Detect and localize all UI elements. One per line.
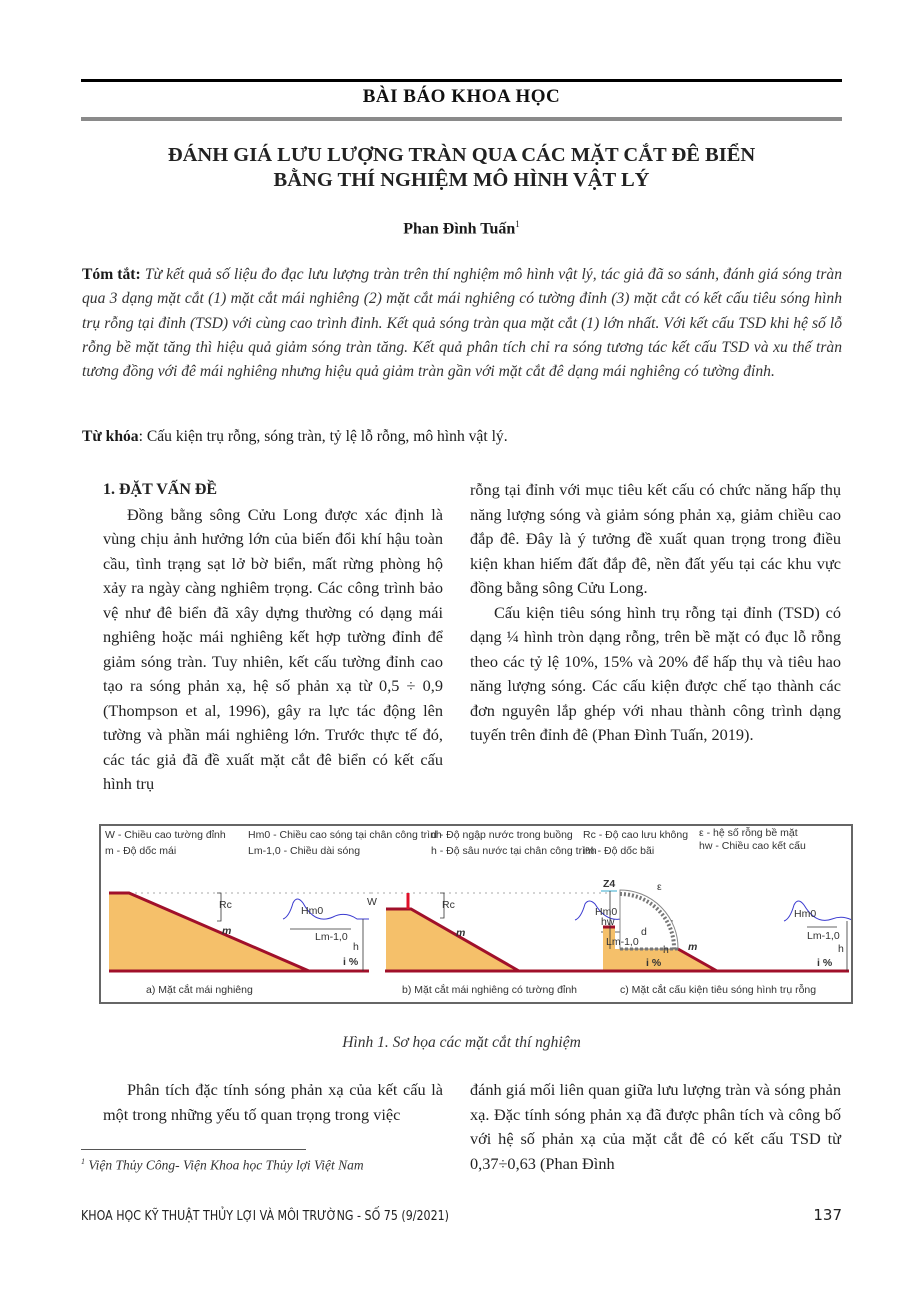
body-column-right	[470, 478, 841, 748]
abstract	[82, 263, 842, 384]
panel-b-label: b) Mặt cắt mái nghiêng có tường đỉnh	[402, 984, 578, 996]
label-Lm10-b: Lm-1,0	[606, 936, 639, 948]
abstract-text: Từ kết quả số liệu đo đạc lưu lượng tràn trên thí nghiệm mô hình vật lý, tác giả đã so sánh, đánh giá sóng tràn qua 3 dạng mặt cắt (1) mặt cắt mái nghiêng (2) mặt cắt mái nghiêng có tường đỉnh (3) mặt cắt có kết cấu tiêu sóng hình trụ rỗng tại đỉnh (TSD) với cùng cao trình đỉnh. Kết quả sóng tràn qua mặt cắt (1) lớn nhất. Với kết cấu TSD khi hệ số lỗ rỗng bề mặt tăng thì hiệu quả giảm sóng tràn tăng. Kết quả phân tích chỉ ra sóng tương tác kết cấu TSD và xu thế tràn tương đồng với đê mái nghiêng nhưng hiệu quả giảm tràn gần với mặt cắt đê dạng mái nghiêng có tường đỉnh.	[82, 266, 842, 381]
label-m-c: m	[688, 941, 698, 953]
paragraph: Phân tích đặc tính sóng phản xạ của kết cấu là một trong những yếu tố quan trọng trong việc	[103, 1080, 443, 1124]
legend-h: h - Độ sâu nước tại chân công trình	[431, 845, 597, 857]
legend-W: W - Chiều cao tường đỉnh	[105, 829, 226, 841]
footnote	[81, 1157, 461, 1174]
author	[81, 219, 842, 238]
footnote-text: Viện Thủy Công- Viện Khoa học Thủy lợi Việt Nam	[85, 1157, 364, 1173]
title-line-2: BẰNG THÍ NGHIỆM MÔ HÌNH VẬT LÝ	[273, 169, 650, 191]
label-h-b: h	[663, 944, 669, 956]
label-Z4-c: Z4	[603, 878, 616, 890]
label-h-a: h	[353, 941, 359, 953]
legend-m: m - Độ dốc mái	[105, 845, 177, 857]
paragraph: Cấu kiện tiêu sóng hình trụ rỗng tại đỉnh (TSD) có dạng ¼ hình tròn dạng rỗng, trên bề mặt có đục lỗ rỗng theo các tỷ lệ 10%, 15% và 20% để hấp thụ và tiêu hao năng lượng sóng. Các cấu kiện được chế tạo thành các đơn nguyên lắp ghép với nhau thành công trình dạng tuyến trên đỉnh đê (Phan Đình Tuấn, 2019).	[470, 602, 841, 744]
label-Hm0-b: Hm0	[595, 906, 618, 918]
legend-Rc: Rc - Độ cao lưu không	[583, 829, 689, 841]
journal-footer: KHOA HỌC KỸ THUẬT THỦY LỢI VÀ MÔI TRƯỜNG - SỐ 75 (9/2021)	[81, 1208, 450, 1224]
panel-a-label: a) Mặt cắt mái nghiêng	[146, 984, 253, 996]
legend-Lm10: Lm-1,0 - Chiều dài sóng	[248, 845, 361, 857]
body-column-right-2	[470, 1078, 841, 1176]
keywords	[82, 428, 842, 446]
legend-hw: hw - Chiều cao kết cấu	[699, 840, 806, 852]
label-W-b: W	[367, 896, 377, 908]
label-m-a: m	[222, 925, 232, 937]
label-h-c: h	[838, 943, 844, 955]
slope-dike-body	[386, 909, 519, 971]
label-Hm0-a: Hm0	[301, 905, 324, 917]
label-i-b: i %	[646, 957, 662, 969]
cross-section-drawings	[101, 826, 851, 1002]
section-banner: BÀI BÁO KHOA HỌC	[362, 86, 561, 107]
label-i-c: i %	[817, 957, 833, 969]
author-affiliation-marker: 1	[515, 219, 520, 229]
label-d-c: d	[641, 926, 647, 938]
label-Hm0-c: Hm0	[794, 908, 817, 920]
panel-c-label: c) Mặt cắt cấu kiện tiêu sóng hình trụ rỗng	[620, 984, 817, 996]
title-line-1: ĐÁNH GIÁ LƯU LƯỢNG TRÀN QUA CÁC MẶT CẮT ĐÊ BIỂN	[167, 144, 756, 166]
author-name: Phan Đình Tuấn	[403, 220, 516, 238]
footnote-marker: 1	[81, 1157, 85, 1166]
section-heading: 1. ĐẶT VẤN ĐỀ	[103, 481, 218, 498]
label-m-b: m	[456, 927, 466, 939]
label-Lm10-a: Lm-1,0	[315, 931, 348, 943]
label-Lm10-c: Lm-1,0	[807, 930, 840, 942]
legend-eps: ε - hệ số rỗng bề mặt	[699, 827, 798, 839]
footnote-rule	[81, 1149, 306, 1150]
keywords-label: Từ khóa	[82, 428, 139, 445]
wave-profile	[283, 899, 369, 919]
paragraph: Đồng bằng sông Cửu Long được xác định là vùng chịu ảnh hưởng lớn của biến đổi khí hậu toàn cầu, tình trạng sạt lở bờ biển, mất rừng phòng hộ xảy ra ngày càng nghiêm trọng. Các công trình bảo vệ như đê biển đã xây dựng thường có dạng mái nghiêng hoặc mái nghiêng kết hợp tường đỉnh để giảm sóng tràn. Tuy nhiên, kết cấu tường đỉnh cao tạo ra sóng phản xạ, hệ số phản xạ từ 0,5 ÷ 0,9 (Thompson et al, 1996), gây ra lực tác động lên tường và phần mái nghiêng lớn. Trước thực tế đó, các tác giả đã đề xuất mặt cắt đê biển có kết cấu hình trụ	[103, 504, 443, 793]
article-title	[81, 143, 842, 193]
figure-1	[99, 824, 853, 1004]
body-column-left	[103, 478, 443, 797]
abstract-label: Tóm tắt:	[82, 266, 141, 283]
label-i-a: i %	[343, 956, 359, 968]
label-hw-c: hw	[601, 916, 615, 928]
header-rule-top	[81, 79, 842, 82]
legend-Hm0: Hm0 - Chiều cao sóng tại chân công trình	[248, 829, 442, 841]
legend-d: d - Độ ngập nước trong buồng	[431, 829, 573, 841]
keywords-text: : Cấu kiện trụ rỗng, sóng tràn, tỷ lệ lỗ rỗng, mô hình vật lý.	[138, 428, 508, 445]
header-rule-bottom	[81, 117, 842, 121]
label-Rc-b: Rc	[442, 899, 455, 911]
page-number: 137	[813, 1206, 842, 1224]
paragraph: đánh giá mối liên quan giữa lưu lượng tràn và sóng phản xạ. Đặc tính sóng phản xạ đã được phân tích và công bố với hệ số phản xạ của mặt cắt đê có kết cấu TSD từ 0,37÷0,63 (Phan Đình	[470, 1080, 841, 1173]
label-Rc-a: Rc	[219, 899, 232, 911]
body-column-left-2	[103, 1078, 443, 1127]
figure-caption: Hình 1. Sơ họa các mặt cắt thí nghiệm	[342, 1034, 581, 1051]
legend-i: i% - Độ dốc bãi	[583, 845, 655, 857]
label-eps-c: ε	[657, 881, 662, 893]
paragraph: rỗng tại đỉnh với mục tiêu kết cấu có chức năng hấp thụ năng lượng sóng và giảm sóng phản xạ, giảm chiều cao đắp đê. Đây là ý tưởng đề xuất quan trọng trong điều kiện khan hiếm đất đắp đê, nền đất yếu tại các khu vực đồng bằng sông Cửu Long.	[470, 480, 841, 597]
